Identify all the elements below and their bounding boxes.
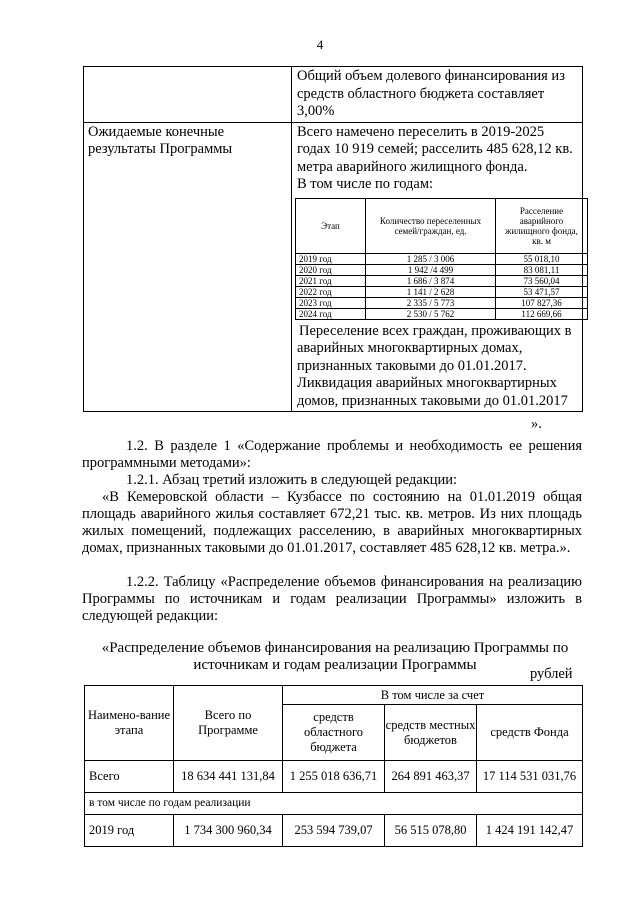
header-total: Всего по Программе xyxy=(174,686,283,761)
cell-fund: 1 424 191 142,47 xyxy=(477,815,583,847)
cell-year: 2024 год xyxy=(296,308,366,319)
table-row-year xyxy=(85,815,583,847)
cell-area: 55 018,10 xyxy=(496,253,588,264)
row-label: Всего xyxy=(85,761,174,793)
table-row xyxy=(84,67,583,123)
cell-total: 1 734 300 960,34 xyxy=(174,815,283,847)
cell-total: 18 634 441 131,84 xyxy=(174,761,283,793)
cell-year: 2021 год xyxy=(296,275,366,286)
cell-families: 2 335 / 5 773 xyxy=(366,297,496,308)
cell-area: 83 081,11 xyxy=(496,264,588,275)
inner-table-header xyxy=(296,198,588,253)
resettlement-by-year-table xyxy=(295,198,588,320)
header-local-budgets: средств местных бюджетов xyxy=(385,705,477,761)
closing-quote: ». xyxy=(531,416,542,432)
paragraph-emergency-housing: «В Кемеровской области – Кузбассе по состоянию на 01.01.2019 общая площадь аварийного жилья составляет 672,21 тыс. кв. метров. Из них площадь жилых помещений, подлежащих расселению, в аварийных многоквартирных домах, признанных таковыми до 01.01.2017, составляет 485 628,12 кв. метра.». xyxy=(82,489,582,556)
finance-distribution-table xyxy=(84,685,583,847)
cell-families: 1 686 / 3 874 xyxy=(366,275,496,286)
cell-families: 2 530 / 5 762 xyxy=(366,308,496,319)
header-regional-budget: средств областного бюджета xyxy=(283,705,385,761)
cell-year: 2023 год xyxy=(296,297,366,308)
header-stage-name: Наимено-вание этапа xyxy=(85,686,174,761)
header-sources-group: В том числе за счет xyxy=(283,686,583,705)
units-label: рублей xyxy=(530,666,573,682)
inner-table-row xyxy=(296,286,588,297)
cell-area: 53 471,57 xyxy=(496,286,588,297)
table-row xyxy=(84,122,583,412)
cell-year: 2022 год xyxy=(296,286,366,297)
by-years-label: В том числе по годам: xyxy=(297,176,434,192)
cell-fund: 17 114 531 031,76 xyxy=(477,761,583,793)
co-financing-cell xyxy=(292,67,583,123)
header-families: Количество переселенных семей/граждан, ед. xyxy=(366,198,496,253)
inner-table-row xyxy=(296,308,588,319)
cell-year: 2020 год xyxy=(296,264,366,275)
header-area: Расселение аварийного жилищного фонда, кв. м xyxy=(496,198,588,253)
finance-table-title: «Распределение объемов финансирования на реализацию Программы по источникам и годам реализации Программы xyxy=(101,640,569,673)
row-label: 2019 год xyxy=(85,815,174,847)
header-fund: средств Фонда xyxy=(477,705,583,761)
paragraph-section-1-2: 1.2. В разделе 1 «Содержание проблемы и необходимость ее решения программными методами»: xyxy=(82,438,582,471)
co-financing-text: Общий объем долевого финансирования из средств областного бюджета составляет 3,00% xyxy=(297,68,565,119)
table-row-total xyxy=(85,761,583,793)
cell-area: 107 827,36 xyxy=(496,297,588,308)
program-passport-table xyxy=(83,66,583,412)
expected-results-cell xyxy=(292,122,583,412)
by-years-row-label: в том числе по годам реализации xyxy=(85,793,583,815)
resettlement-intro: Всего намечено переселить в 2019-2025 годах 10 919 семей; расселить 485 628,12 кв. метра аварийного жилищного фонда. xyxy=(297,123,573,175)
header-stage: Этап xyxy=(296,198,366,253)
expected-results-label: Ожидаемые конечные результаты Программы xyxy=(84,122,292,412)
paragraph-1-2-2: 1.2.2. Таблицу «Распределение объемов финансирования на реализацию Программы по источникам и годам реализации Программы» изложить в следующей редакции: xyxy=(82,574,582,624)
inner-table-row xyxy=(296,275,588,286)
inner-table-row xyxy=(296,264,588,275)
table-cell-empty xyxy=(84,67,292,123)
cell-area: 112 669,66 xyxy=(496,308,588,319)
cell-regional: 1 255 018 636,71 xyxy=(283,761,385,793)
cell-families: 1 285 / 3 006 xyxy=(366,253,496,264)
cell-area: 73 560,04 xyxy=(496,275,588,286)
cell-local: 264 891 463,37 xyxy=(385,761,477,793)
inner-table-row xyxy=(296,297,588,308)
cell-year: 2019 год xyxy=(296,253,366,264)
table-row xyxy=(85,686,583,705)
cell-families: 1 942 /4 499 xyxy=(366,264,496,275)
cell-regional: 253 594 739,07 xyxy=(283,815,385,847)
inner-table-row xyxy=(296,253,588,264)
table-row-subheader xyxy=(85,793,583,815)
cell-local: 56 515 078,80 xyxy=(385,815,477,847)
program-outcome: Переселение всех граждан, проживающих в аварийных многоквартирных домах, признанных таковыми до 01.01.2017. Ликвидация аварийных многоквартирных домов, признанных таковыми до 01.01.2017 xyxy=(297,322,572,409)
paragraph-1-2-1: 1.2.1. Абзац третий изложить в следующей редакции: xyxy=(126,472,458,488)
cell-families: 1 141 / 2 628 xyxy=(366,286,496,297)
page-number: 4 xyxy=(316,37,324,52)
